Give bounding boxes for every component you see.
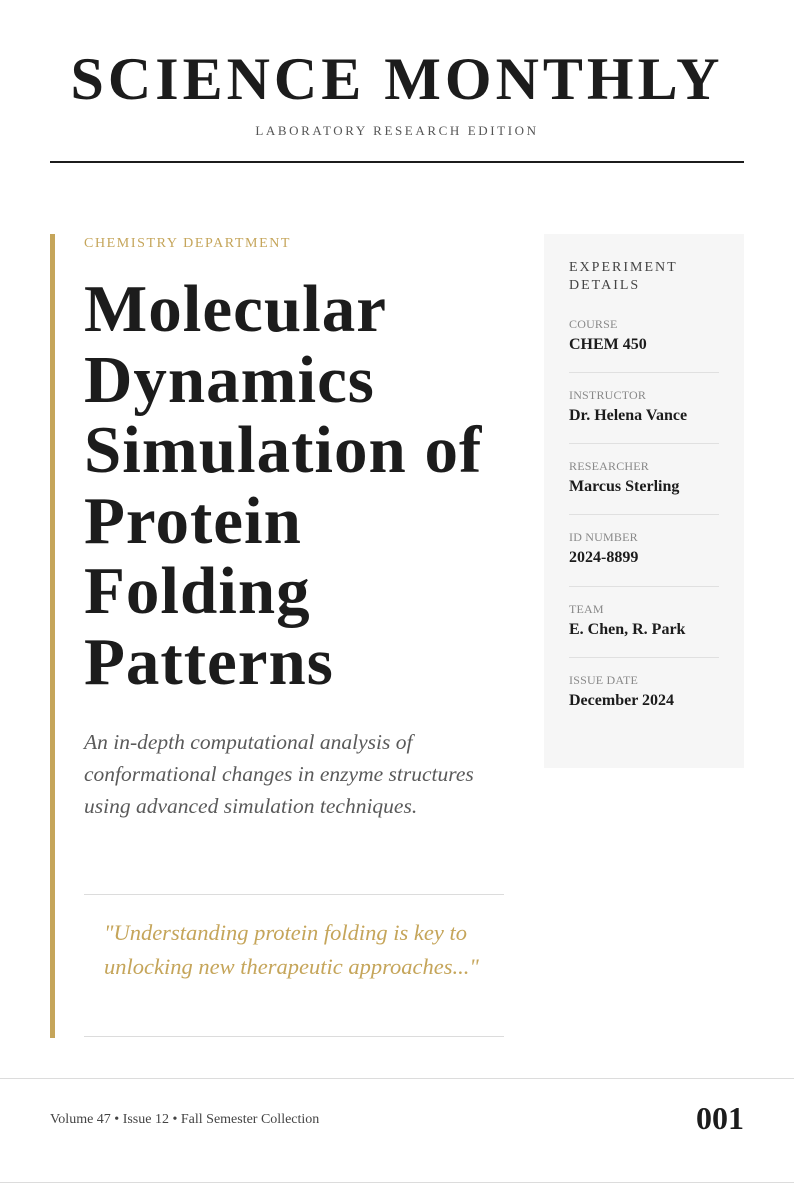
detail-divider [569,372,719,373]
detail-instructor [569,387,719,427]
feature-article [50,234,506,1038]
detail-divider [569,657,719,658]
headline-line: Molecular [84,272,387,346]
detail-label: ISSUE DATE [569,673,639,687]
headline-line: Patterns [84,624,334,699]
department-label: CHEMISTRY DEPARTMENT [84,236,292,251]
detail-value: 2024-8899 [569,549,639,566]
detail-label: RESEARCHER [569,459,650,473]
article-lede: An in-depth computational analysis of conformational changes in enzyme structures using advanced simulation techniques. [84,730,474,818]
detail-label: TEAM [569,602,604,616]
detail-value: Dr. Helena Vance [569,407,688,424]
article-headline [84,274,514,697]
detail-label: COURSE [569,317,618,331]
page-number: 001 [696,1100,744,1136]
detail-value: December 2024 [569,692,674,709]
detail-issue-date [569,672,719,712]
detail-id-number [569,529,719,569]
quote-divider-top [84,894,504,895]
detail-team [569,601,719,641]
experiment-details-panel [544,234,744,768]
publication-title: SCIENCE MONTHLY [70,46,724,112]
detail-label: INSTRUCTOR [569,388,647,402]
detail-researcher [569,458,719,498]
detail-divider [569,443,719,444]
quote-divider-bottom [84,1036,504,1037]
detail-value: Marcus Sterling [569,478,680,495]
detail-divider [569,514,719,515]
edition-subtitle: LABORATORY RESEARCH EDITION [255,123,539,138]
masthead-divider [50,161,744,163]
panel-title: EXPERIMENT DETAILS [569,260,678,293]
detail-course [569,316,719,356]
headline-line: Folding [84,554,311,628]
headline-line: Simulation of [84,413,483,487]
detail-divider [569,586,719,587]
headline-line: Dynamics [84,342,375,417]
detail-label: ID NUMBER [569,530,638,544]
pull-quote: "Understanding protein folding is key to unlocking new therapeutic approaches..." [104,920,479,979]
issue-meta: Volume 47 • Issue 12 • Fall Semester Collection [50,1112,320,1127]
bottom-divider [0,1182,794,1183]
footer-divider [0,1078,794,1079]
detail-value: E. Chen, R. Park [569,621,686,638]
headline-line: Protein [84,483,302,558]
detail-value: CHEM 450 [569,336,647,353]
